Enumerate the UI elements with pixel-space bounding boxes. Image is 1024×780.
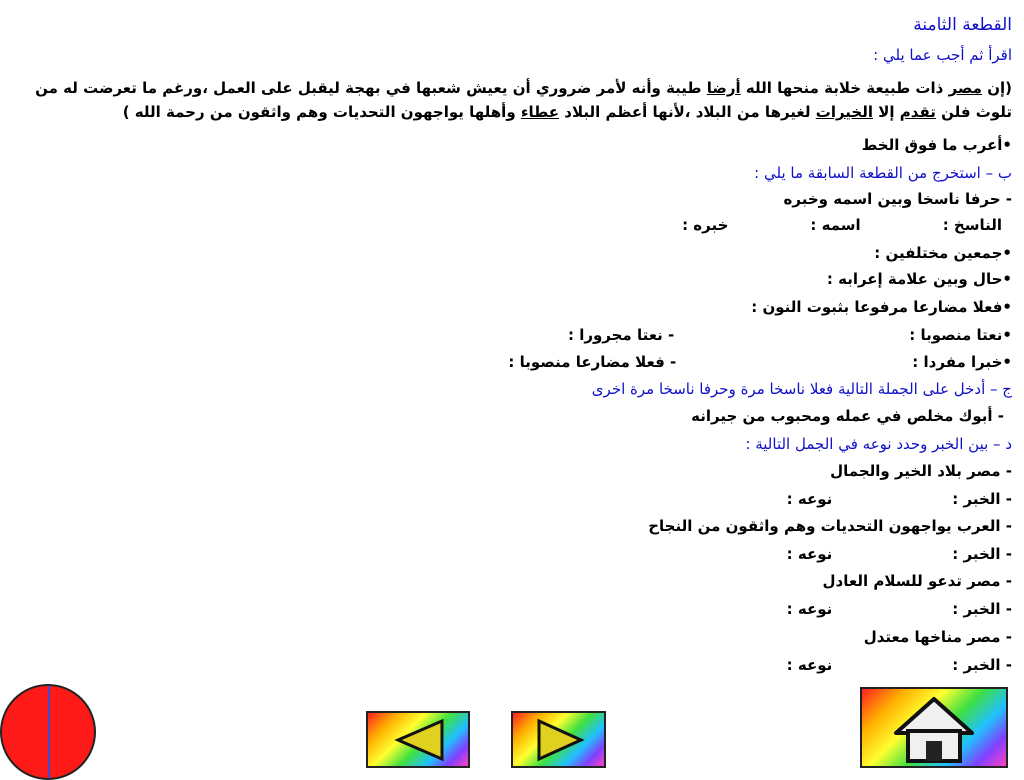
question-b-item: •نعتا منصوبا : [909, 326, 1012, 344]
passage-underlined: تقدم [899, 103, 936, 121]
right-triangle-icon [513, 713, 604, 766]
ism-label: اسمه : [810, 216, 861, 234]
nasikh-label: الناسخ : [942, 216, 1002, 234]
passage-text: طيبة وأنه لأمر ضروري أن يعيش شعبها في بهجة ليقبل على العمل ،ورغم ما تعرضت له من تلوث فلن [35, 79, 1012, 121]
passage-text: ذات طبيعة خلابة منحها الله [740, 79, 949, 97]
khabar-answer-label: - الخبر : [952, 545, 1012, 563]
passage [12, 76, 1012, 124]
question-b-item: •فعلا مضارعا مرفوعا بثبوت النون : [751, 298, 1012, 316]
passage-text: لغيرها من البلاد ،لأنها أعظم البلاد [559, 103, 816, 121]
red-circle-decoration [0, 684, 96, 780]
next-button[interactable] [511, 711, 606, 768]
question-d-answer-row [787, 543, 1012, 565]
question-b-item: - نعتا مجرورا : [567, 326, 675, 344]
khabar-answer-label: - الخبر : [952, 600, 1012, 618]
question-d-answer-row [787, 488, 1012, 510]
type-answer-label: نوعه : [786, 490, 833, 508]
question-b-item: •خبرا مفردا : [912, 353, 1012, 371]
question-b-item: - حرفا ناسخا وبين اسمه وخبره [783, 190, 1012, 208]
question-d-heading: د – بين الخبر وحدد نوعه في الجمل التالية : [745, 435, 1012, 453]
question-a: •أعرب ما فوق الخط [861, 136, 1012, 154]
passage-underlined: عطاء [520, 103, 560, 121]
passage-text: (إن [981, 79, 1012, 97]
khabar-answer-label: - الخبر : [952, 656, 1012, 674]
passage-text: إلا [873, 103, 900, 121]
question-c-heading: ج – أدخل على الجملة التالية فعلا ناسخا مرة وحرفا ناسخا مرة اخرى [591, 380, 1012, 398]
question-b-item-pair [508, 351, 1012, 373]
question-c-sentence: - أبوك مخلص في عمله ومحبوب من جيرانه [691, 407, 1004, 425]
question-d-sentence: - مصر بلاد الخير والجمال [830, 462, 1012, 480]
type-answer-label: نوعه : [786, 600, 833, 618]
question-d-sentence: - العرب يواجهون التحديات وهم واثقون من النجاح [648, 517, 1012, 535]
question-b-heading: ب – استخرج من القطعة السابقة ما يلي : [754, 164, 1012, 182]
home-icon [862, 689, 1006, 766]
left-triangle-icon [368, 713, 468, 766]
page-title: القطعة الثامنة [913, 15, 1012, 35]
home-button[interactable] [860, 687, 1008, 768]
khabar-answer-label: - الخبر : [952, 490, 1012, 508]
question-b-item: - فعلا مضارعا منصوبا : [508, 353, 677, 371]
type-answer-label: نوعه : [786, 545, 833, 563]
question-d-sentence: - مصر تدعو للسلام العادل [822, 572, 1012, 590]
circle-divider [48, 686, 50, 778]
passage-underlined: مصر [948, 79, 982, 97]
question-d-sentence: - مصر مناخها معتدل [863, 628, 1012, 646]
question-b-item: •جمعين مختلفين : [874, 244, 1012, 262]
question-b-item: •حال وبين علامة إعرابه : [826, 270, 1012, 288]
question-d-answer-row [787, 598, 1012, 620]
question-b-parts [682, 214, 1012, 236]
passage-underlined: الخيرات [815, 103, 874, 121]
khabar-label: خبره : [682, 216, 729, 234]
question-d-answer-row [787, 654, 1012, 676]
question-b-item-pair [568, 324, 1012, 346]
instruction: اقرأ ثم أجب عما يلي : [873, 46, 1012, 64]
passage-underlined: أرضا [706, 79, 741, 97]
type-answer-label: نوعه : [786, 656, 833, 674]
previous-button[interactable] [366, 711, 470, 768]
passage-text: وأهلها يواجهون التحديات وهم واثقون من رحمة الله ) [122, 103, 521, 121]
